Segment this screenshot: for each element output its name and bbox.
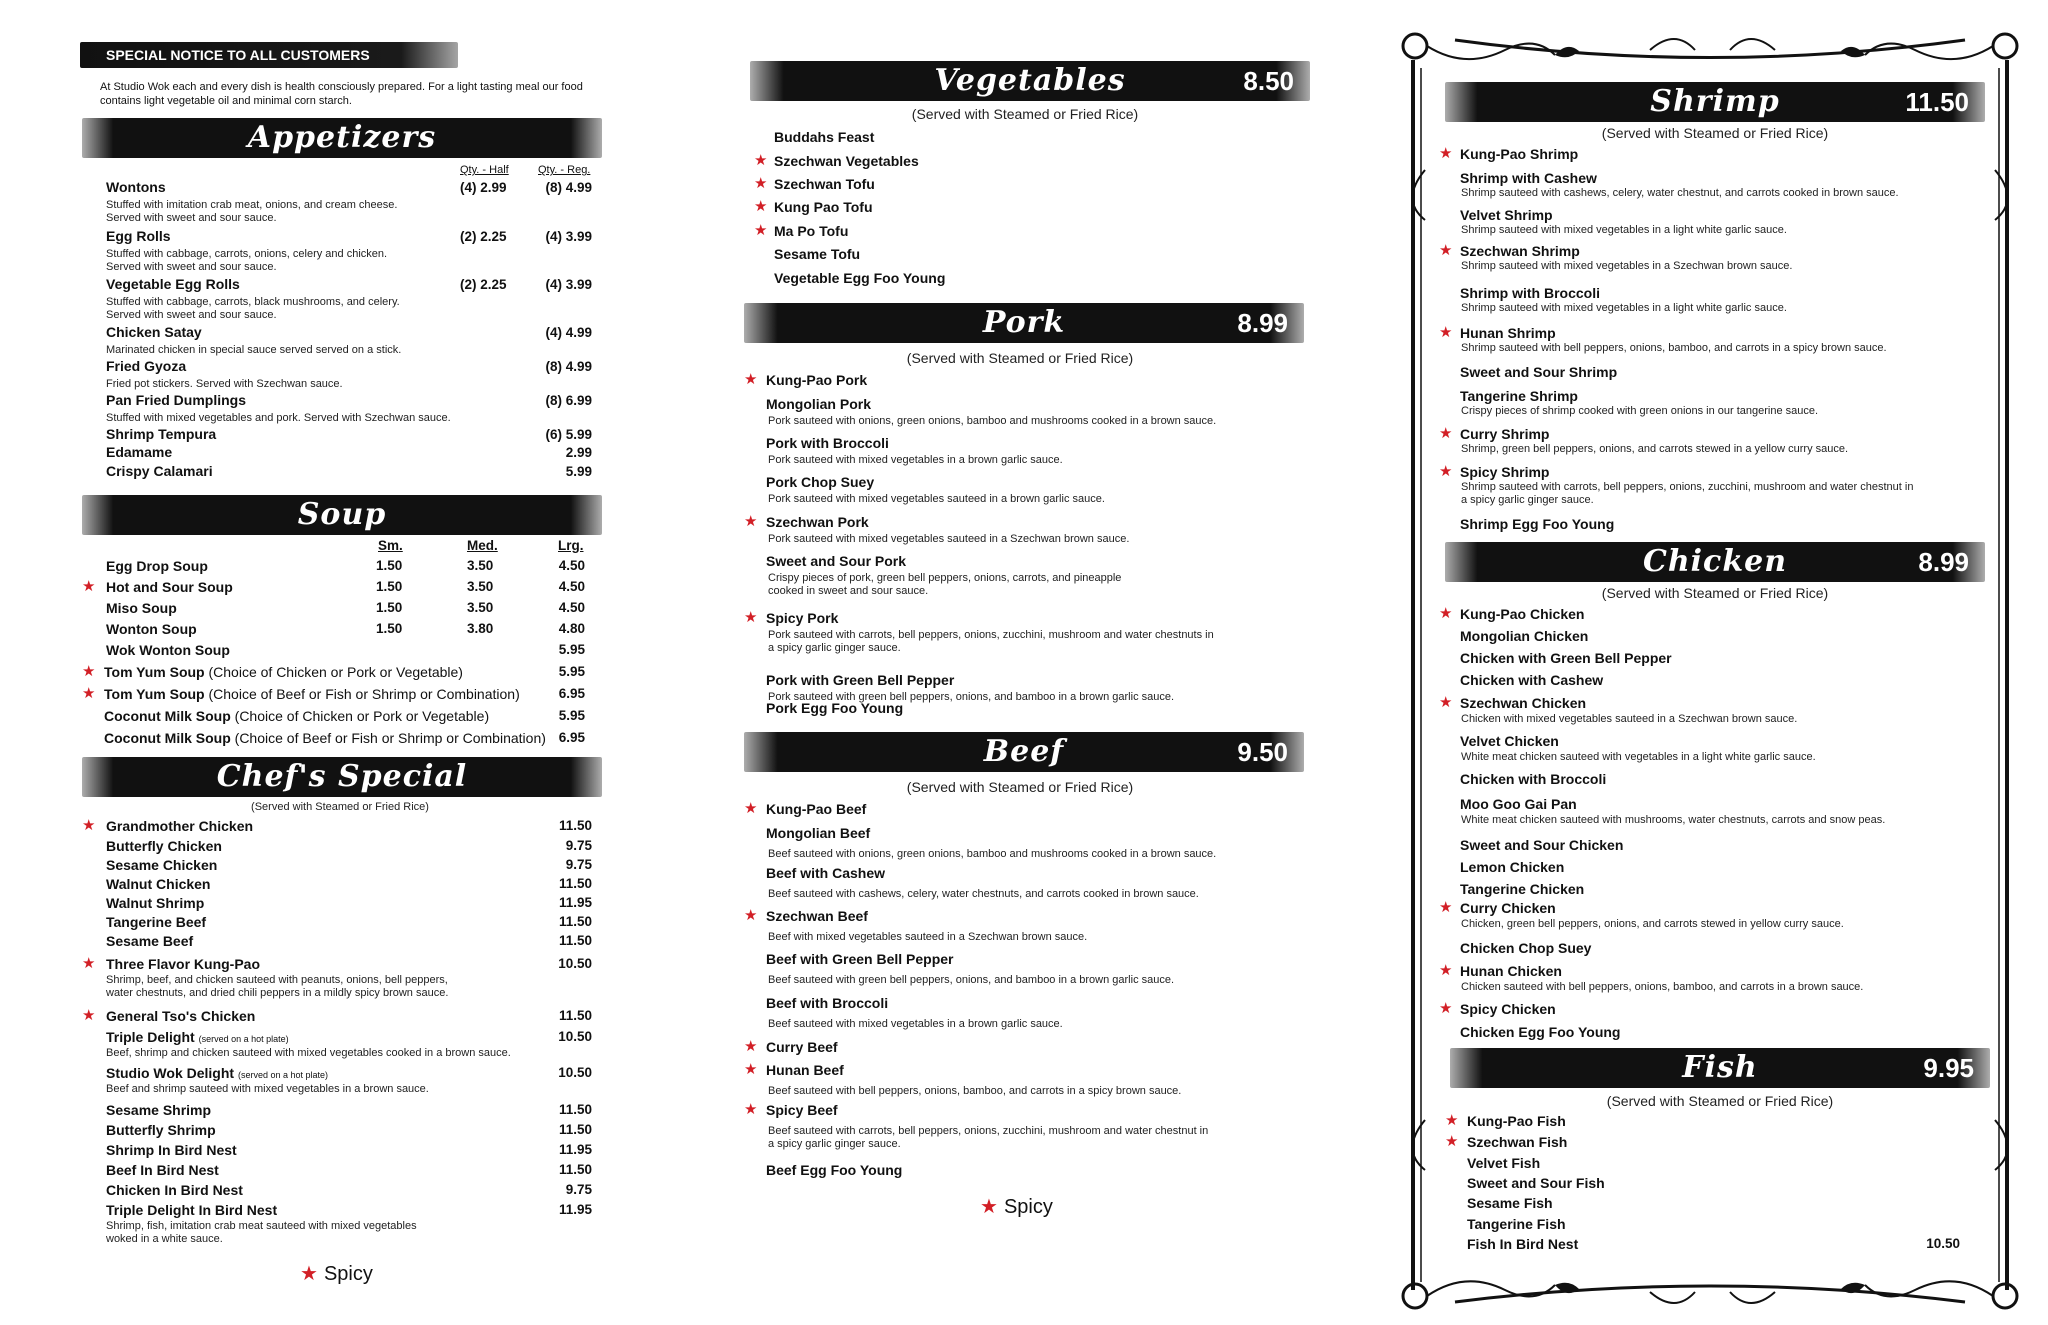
- star-icon: ★: [1439, 463, 1453, 480]
- soup-lrg-price: 4.50: [558, 579, 585, 594]
- vegetables-subtitle: (Served with Steamed or Fried Rice): [911, 106, 1139, 122]
- chicken-item-name: Curry Chicken: [1460, 900, 1556, 916]
- vegetable-name: Kung Pao Tofu: [774, 199, 873, 215]
- beef-item-name: Mongolian Beef: [766, 825, 871, 841]
- chefs-special-price: 10.50: [558, 1029, 592, 1044]
- beef-header: [744, 732, 1304, 772]
- chefs-special-price: 11.95: [558, 895, 592, 910]
- beef-item-desc: Beef sauteed with carrots, bell peppers, onions, zucchini, mushroom and water chestnut in a spicy garlic ginger sauce.: [768, 1125, 1209, 1150]
- chefs-special-title: Chef's Special: [216, 759, 468, 794]
- soup-option-choice: (Choice of Chicken or Pork or Vegetable): [234, 708, 490, 724]
- star-icon: ★: [82, 685, 96, 702]
- appetizer-desc: Stuffed with imitation crab meat, onions, and cream cheese. Served with sweet and sour sauce.: [106, 199, 398, 224]
- pork-item-desc: Crispy pieces of pork, green bell peppers, onions, carrots, and pineapple cooked in sweet and sour sauce.: [768, 572, 1122, 597]
- appetizer-name: Shrimp Tempura: [106, 426, 217, 442]
- special-notice-title: SPECIAL NOTICE TO ALL CUSTOMERS: [80, 42, 458, 68]
- shrimp-item-name: Velvet Shrimp: [1460, 207, 1553, 223]
- soup-option-name: Tom Yum Soup: [104, 686, 205, 702]
- chefs-special-label: Sesame Beef: [106, 933, 194, 949]
- beef-item-desc: Beef with mixed vegetables sauteed in a Szechwan brown sauce.: [768, 931, 1088, 943]
- appetizers-title: Appetizers: [247, 120, 437, 155]
- star-icon: ★: [754, 175, 768, 192]
- chicken-item-name: Chicken with Cashew: [1460, 672, 1604, 688]
- soup-sm-price: 1.50: [376, 600, 403, 615]
- chefs-special-label: Triple Delight In Bird Nest: [106, 1202, 278, 1218]
- star-icon: ★: [1439, 962, 1453, 979]
- appetizer-desc: Marinated chicken in special sauce served served on a stick.: [106, 344, 402, 356]
- shrimp-item-desc: Shrimp sauteed with mixed vegetables in a light white garlic sauce.: [1461, 302, 1787, 314]
- appetizer-reg-price: (8) 6.99: [545, 393, 592, 408]
- chefs-special-label: Sesame Shrimp: [106, 1102, 212, 1118]
- chefs-special-price: 11.95: [558, 1142, 592, 1157]
- shrimp-item-desc: Shrimp sauteed with bell peppers, onions, bamboo, and carrots in a spicy brown sauce.: [1461, 342, 1887, 354]
- soup-med-price: 3.80: [467, 621, 494, 636]
- beef-item-desc: Beef sauteed with mixed vegetables in a brown garlic sauce.: [768, 1018, 1063, 1030]
- star-icon: ★: [1439, 1000, 1453, 1017]
- soup-option-price: 6.95: [558, 686, 585, 701]
- beef-item-name: Hunan Beef: [766, 1062, 844, 1078]
- spicy-legend-middle: [980, 1194, 1053, 1219]
- appetizer-name: Edamame: [106, 444, 173, 460]
- shrimp-item-name: Kung-Pao Shrimp: [1460, 146, 1579, 162]
- vegetable-name: Sesame Tofu: [774, 246, 861, 262]
- chefs-special-price: 11.50: [558, 1122, 592, 1137]
- chefs-special-label: Tangerine Beef: [106, 914, 207, 930]
- chicken-item-name: Spicy Chicken: [1460, 1001, 1556, 1017]
- soup-name: Hot and Sour Soup: [106, 579, 233, 595]
- beef-item-name: Curry Beef: [766, 1039, 838, 1055]
- chicken-item-desc: White meat chicken sauteed with vegetables in a light white garlic sauce.: [1461, 751, 1816, 763]
- chefs-special-header: [82, 757, 602, 797]
- appetizers-col-reg: Qty. - Reg.: [538, 164, 591, 176]
- star-icon: ★: [1439, 694, 1453, 711]
- chicken-item-desc: Chicken with mixed vegetables sauteed in a Szechwan brown sauce.: [1461, 713, 1798, 725]
- star-icon: ★: [1445, 1112, 1459, 1129]
- beef-title: Beef: [983, 734, 1065, 769]
- fish-item-name: Velvet Fish: [1467, 1155, 1541, 1171]
- chefs-special-label: Beef In Bird Nest: [106, 1162, 219, 1178]
- beef-item-desc: Beef sauteed with green bell peppers, onions, and bamboo in a brown garlic sauce.: [768, 974, 1175, 986]
- pork-item-name: Pork with Broccoli: [766, 435, 889, 451]
- pork-item-name: Sweet and Sour Pork: [766, 553, 907, 569]
- pork-item-desc: Pork sauteed with onions, green onions, bamboo and mushrooms cooked in a brown sauce.: [768, 415, 1217, 427]
- shrimp-item-desc: Shrimp, green bell peppers, onions, and carrots stewed in a yellow curry sauce.: [1461, 443, 1849, 455]
- chicken-item-name: Chicken with Green Bell Pepper: [1460, 650, 1672, 666]
- shrimp-item-name: Hunan Shrimp: [1460, 325, 1556, 341]
- fish-header: [1450, 1048, 1990, 1088]
- appetizer-name: Vegetable Egg Rolls: [106, 276, 240, 292]
- pork-item-desc: Pork sauteed with carrots, bell peppers, onions, zucchini, mushroom and water chestnuts in a spicy garlic ginger sauce.: [768, 629, 1214, 654]
- star-icon: ★: [744, 800, 758, 817]
- soup-name: Egg Drop Soup: [106, 558, 208, 574]
- chicken-item-desc: Chicken, green bell peppers, onions, and carrots stewed in yellow curry sauce.: [1461, 918, 1844, 930]
- star-icon: ★: [744, 1038, 758, 1055]
- star-icon: ★: [82, 817, 96, 834]
- pork-subtitle: (Served with Steamed or Fried Rice): [906, 350, 1134, 366]
- shrimp-item-desc: Shrimp sauteed with mixed vegetables in a light white garlic sauce.: [1461, 224, 1787, 236]
- chicken-item-name: Hunan Chicken: [1460, 963, 1562, 979]
- soup-sm-price: 1.50: [376, 579, 403, 594]
- chefs-special-price: 10.50: [558, 956, 592, 971]
- chefs-special-note: (served on a hot plate): [237, 1070, 329, 1080]
- star-icon: ★: [744, 609, 758, 626]
- soup-sm-price: 1.50: [376, 558, 403, 573]
- shrimp-item-name: Curry Shrimp: [1460, 426, 1550, 442]
- beef-item-name: Beef Egg Foo Young: [766, 1162, 903, 1178]
- soup-name: Wonton Soup: [106, 621, 197, 637]
- chefs-special-price: 9.75: [565, 838, 592, 853]
- pork-item-name: Mongolian Pork: [766, 396, 871, 412]
- soup-med-price: 3.50: [467, 558, 494, 573]
- fish-item-name: Tangerine Fish: [1467, 1216, 1566, 1232]
- soup-col-lrg: Lrg.: [558, 538, 584, 553]
- appetizers-col-half: Qty. - Half: [460, 164, 509, 176]
- soup-col-med: Med.: [467, 538, 498, 553]
- soup-option-price: 6.95: [558, 730, 585, 745]
- chicken-item-name: Lemon Chicken: [1460, 859, 1565, 875]
- star-icon: ★: [1439, 605, 1453, 622]
- beef-item-name: Beef with Broccoli: [766, 995, 889, 1011]
- appetizer-name: Crispy Calamari: [106, 463, 213, 479]
- shrimp-item-name: Shrimp with Broccoli: [1460, 285, 1601, 301]
- beef-price: 9.50: [1237, 737, 1288, 767]
- chefs-special-label: Walnut Shrimp: [106, 895, 205, 911]
- soup-option-choice: (Choice of Chicken or Pork or Vegetable): [208, 664, 463, 680]
- shrimp-item-desc: Shrimp sauteed with cashews, celery, water chestnut, and carrots cooked in brown sauce.: [1461, 187, 1899, 199]
- appetizer-reg-price: (6) 5.99: [545, 427, 592, 442]
- star-icon: ★: [744, 1101, 758, 1118]
- fish-item-name: Fish In Bird Nest: [1467, 1236, 1579, 1252]
- chefs-special-price: 11.50: [558, 876, 592, 891]
- star-icon: ★: [980, 1196, 998, 1218]
- chefs-special-price: 10.50: [558, 1065, 592, 1080]
- shrimp-item-name: Sweet and Sour Shrimp: [1460, 364, 1618, 380]
- soup-col-sm: Sm.: [378, 538, 403, 553]
- soup-header: [82, 495, 602, 535]
- soup-lrg-price: 4.50: [558, 600, 585, 615]
- shrimp-item-name: Spicy Shrimp: [1460, 464, 1550, 480]
- chefs-special-price: 11.50: [558, 1102, 592, 1117]
- vegetables-header: [750, 61, 1310, 101]
- fish-item-name: Szechwan Fish: [1467, 1134, 1568, 1150]
- star-icon: ★: [82, 955, 96, 972]
- soup-option-name: Coconut Milk Soup: [104, 708, 231, 724]
- beef-item-name: Kung-Pao Beef: [766, 801, 867, 817]
- appetizers-header: [82, 118, 602, 158]
- star-icon: ★: [1439, 324, 1453, 341]
- appetizer-reg-price: (4) 3.99: [545, 277, 592, 292]
- vegetable-name: Ma Po Tofu: [774, 223, 849, 239]
- pork-item-desc: Pork sauteed with mixed vegetables sauteed in a Szechwan brown sauce.: [768, 533, 1130, 545]
- star-icon: ★: [754, 198, 768, 215]
- star-icon: ★: [754, 222, 768, 239]
- chefs-special-label: Studio Wok Delight: [106, 1065, 235, 1081]
- chefs-special-label: Chicken In Bird Nest: [106, 1182, 243, 1198]
- shrimp-subtitle: (Served with Steamed or Fried Rice): [1601, 125, 1829, 141]
- chefs-special-label: Butterfly Chicken: [106, 838, 222, 854]
- chefs-special-desc: Beef, shrimp and chicken sauteed with mixed vegetables cooked in a brown sauce.: [106, 1047, 511, 1059]
- chicken-item-name: Chicken Chop Suey: [1460, 940, 1592, 956]
- chicken-item-name: Mongolian Chicken: [1460, 628, 1589, 644]
- chefs-special-price: 11.95: [558, 1202, 592, 1217]
- shrimp-header: [1445, 82, 1985, 122]
- pork-item-name: Pork Egg Foo Young: [766, 700, 904, 716]
- vegetables-title: Vegetables: [934, 63, 1126, 98]
- appetizer-name: Chicken Satay: [106, 324, 202, 340]
- appetizer-name: Pan Fried Dumplings: [106, 392, 247, 408]
- chicken-item-name: Chicken with Broccoli: [1460, 771, 1607, 787]
- star-icon: ★: [1439, 425, 1453, 442]
- chefs-special-label: Grandmother Chicken: [106, 818, 254, 834]
- spicy-legend-label: Spicy: [323, 1263, 373, 1285]
- chicken-item-desc: White meat chicken sauteed with mushrooms, water chestnuts, carrots and snow peas.: [1461, 814, 1886, 826]
- shrimp-item-desc: Shrimp sauteed with carrots, bell peppers, onions, zucchini, mushroom and water chestnut in a spicy garlic ginger sauce.: [1461, 481, 1914, 506]
- chefs-special-label: Butterfly Shrimp: [106, 1122, 216, 1138]
- pork-item-desc: Pork sauteed with green bell peppers, onions, and bamboo in a brown garlic sauce.: [768, 691, 1175, 703]
- chefs-special-label: Shrimp In Bird Nest: [106, 1142, 237, 1158]
- star-icon: ★: [1445, 1133, 1459, 1150]
- soup-med-price: 3.50: [467, 579, 494, 594]
- shrimp-item-name: Tangerine Shrimp: [1460, 388, 1578, 404]
- star-icon: ★: [82, 1007, 96, 1024]
- soup-med-price: 3.50: [467, 600, 494, 615]
- soup-option-price: 5.95: [558, 708, 585, 723]
- chicken-item-name: Moo Goo Gai Pan: [1460, 796, 1577, 812]
- beef-item-desc: Beef sauteed with onions, green onions, bamboo and mushrooms cooked in a brown sauce.: [768, 848, 1217, 860]
- beef-item-desc: Beef sauteed with bell peppers, onions, bamboo, and carrots in a spicy brown sauce.: [768, 1085, 1182, 1097]
- star-icon: ★: [1439, 145, 1453, 162]
- appetizer-reg-price: (8) 4.99: [545, 359, 592, 374]
- vegetables-price: 8.50: [1243, 66, 1294, 96]
- beef-item-name: Beef with Green Bell Pepper: [766, 951, 954, 967]
- fish-title: Fish: [1682, 1050, 1758, 1085]
- appetizer-reg-price: (4) 4.99: [545, 325, 592, 340]
- pork-item-name: Szechwan Pork: [766, 514, 869, 530]
- chefs-special-label: General Tso's Chicken: [106, 1008, 256, 1024]
- chicken-item-name: Velvet Chicken: [1460, 733, 1559, 749]
- fish-subtitle: (Served with Steamed or Fried Rice): [1606, 1093, 1834, 1109]
- chicken-item-desc: Chicken sauteed with bell peppers, onions, bamboo, and carrots in a brown sauce.: [1461, 981, 1864, 993]
- fish-item-name: Sesame Fish: [1467, 1195, 1553, 1211]
- chefs-special-price: 11.50: [558, 1162, 592, 1177]
- soup-name: Miso Soup: [106, 600, 177, 616]
- chefs-special-price: 11.50: [558, 818, 592, 833]
- pork-item-desc: Pork sauteed with mixed vegetables sauteed in a brown garlic sauce.: [768, 493, 1105, 505]
- chefs-special-subtitle: (Served with Steamed or Fried Rice): [251, 801, 429, 813]
- appetizer-desc: Stuffed with cabbage, carrots, onions, celery and chicken. Served with sweet and sour sauce.: [106, 248, 388, 273]
- beef-item-name: Spicy Beef: [766, 1102, 838, 1118]
- chicken-item-name: Kung-Pao Chicken: [1460, 606, 1585, 622]
- shrimp-item-desc: Shrimp sauteed with mixed vegetables in a Szechwan brown sauce.: [1461, 260, 1793, 272]
- appetizer-name: Wontons: [106, 179, 166, 195]
- soup-option-name: Coconut Milk Soup: [104, 730, 231, 746]
- vegetable-name: Vegetable Egg Foo Young: [774, 270, 946, 286]
- star-icon: ★: [744, 907, 758, 924]
- soup-lrg-price: 4.50: [558, 558, 585, 573]
- beef-item-name: Szechwan Beef: [766, 908, 868, 924]
- shrimp-title: Shrimp: [1650, 84, 1780, 119]
- star-icon: ★: [82, 663, 96, 680]
- soup-lrg-price: 5.95: [558, 642, 585, 657]
- pork-item-name: Kung-Pao Pork: [766, 372, 868, 388]
- vegetable-name: Szechwan Vegetables: [774, 153, 919, 169]
- soup-option-price: 5.95: [558, 664, 585, 679]
- fish-item-name: Sweet and Sour Fish: [1467, 1175, 1605, 1191]
- chicken-item-name: Chicken Egg Foo Young: [1460, 1024, 1621, 1040]
- shrimp-item-name: Shrimp Egg Foo Young: [1460, 516, 1615, 532]
- chicken-item-name: Sweet and Sour Chicken: [1460, 837, 1624, 853]
- fish-item-price: 10.50: [1926, 1236, 1960, 1251]
- chefs-special-note: (served on a hot plate): [198, 1034, 289, 1044]
- star-icon: ★: [300, 1263, 318, 1285]
- chefs-special-price: 11.50: [558, 1008, 592, 1023]
- pork-item-desc: Pork sauteed with mixed vegetables in a brown garlic sauce.: [768, 454, 1063, 466]
- appetizer-reg-price: 2.99: [565, 445, 592, 460]
- shrimp-price: 11.50: [1905, 87, 1969, 117]
- chicken-header: [1445, 542, 1985, 582]
- chicken-subtitle: (Served with Steamed or Fried Rice): [1601, 585, 1829, 601]
- chefs-special-price: 9.75: [565, 857, 592, 872]
- chefs-special-desc: Shrimp, fish, imitation crab meat sauteed with mixed vegetables woked in a white sauce.: [106, 1220, 417, 1245]
- spicy-legend-label: Spicy: [1003, 1196, 1053, 1218]
- soup-name: Wok Wonton Soup: [106, 642, 230, 658]
- soup-option-name: Tom Yum Soup: [104, 664, 205, 680]
- chefs-special-label: Three Flavor Kung-Pao: [106, 956, 261, 972]
- chicken-item-name: Tangerine Chicken: [1460, 881, 1585, 897]
- appetizer-half-price: (2) 2.25: [460, 277, 507, 292]
- appetizer-name: Egg Rolls: [106, 228, 171, 244]
- appetizer-half-price: (4) 2.99: [460, 180, 507, 195]
- pork-item-name: Pork Chop Suey: [766, 474, 875, 490]
- appetizer-half-price: (2) 2.25: [460, 229, 507, 244]
- spicy-legend-left: [300, 1261, 373, 1286]
- chicken-item-name: Szechwan Chicken: [1460, 695, 1587, 711]
- chefs-special-label: Triple Delight: [106, 1029, 195, 1045]
- beef-item-desc: Beef sauteed with cashews, celery, water chestnuts, and carrots cooked in brown sauce.: [768, 888, 1199, 900]
- chefs-special-label: Walnut Chicken: [106, 876, 211, 892]
- pork-item-name: Spicy Pork: [766, 610, 839, 626]
- special-notice-text: At Studio Wok each and every dish is health consciously prepared. For a light tasting meal our food contains light vegetable oil and minimal corn starch.: [100, 81, 583, 107]
- soup-option-choice: (Choice of Beef or Fish or Shrimp or Combination): [234, 730, 546, 746]
- appetizer-desc: Stuffed with cabbage, carrots, black mushrooms, and celery. Served with sweet and sour sauce.: [106, 296, 400, 321]
- appetizer-desc: Stuffed with mixed vegetables and pork. Served with Szechwan sauce.: [106, 412, 451, 424]
- chefs-special-label: Sesame Chicken: [106, 857, 218, 873]
- chicken-title: Chicken: [1642, 544, 1788, 579]
- soup-lrg-price: 4.80: [558, 621, 585, 636]
- pork-item-name: Pork with Green Bell Pepper: [766, 672, 955, 688]
- star-icon: ★: [754, 152, 768, 169]
- shrimp-item-name: Shrimp with Cashew: [1460, 170, 1597, 186]
- star-icon: ★: [1439, 899, 1453, 916]
- vegetable-name: Buddahs Feast: [774, 129, 875, 145]
- chefs-special-price: 11.50: [558, 914, 592, 929]
- vegetable-name: Szechwan Tofu: [774, 176, 875, 192]
- fish-price: 9.95: [1923, 1053, 1974, 1083]
- chefs-special-price: 11.50: [558, 933, 592, 948]
- soup-option-choice: (Choice of Beef or Fish or Shrimp or Combination): [208, 686, 520, 702]
- star-icon: ★: [1439, 242, 1453, 259]
- pork-title: Pork: [982, 305, 1066, 340]
- star-icon: ★: [82, 578, 96, 595]
- star-icon: ★: [744, 371, 758, 388]
- chefs-special-price: 9.75: [565, 1182, 592, 1197]
- beef-subtitle: (Served with Steamed or Fried Rice): [906, 779, 1134, 795]
- right-column: [1395, 0, 2005, 1325]
- appetizer-reg-price: 5.99: [565, 464, 592, 479]
- soup-sm-price: 1.50: [376, 621, 403, 636]
- chefs-special-desc: Beef and shrimp sauteed with mixed vegetables in a brown sauce.: [106, 1083, 429, 1095]
- shrimp-item-name: Szechwan Shrimp: [1460, 243, 1580, 259]
- appetizer-reg-price: (8) 4.99: [545, 180, 592, 195]
- shrimp-item-desc: Crispy pieces of shrimp cooked with green onions in our tangerine sauce.: [1461, 405, 1819, 417]
- beef-item-name: Beef with Cashew: [766, 865, 886, 881]
- chefs-special-desc: Shrimp, beef, and chicken sauteed with peanuts, onions, bell peppers, water chestnuts, and dried chili peppers in a mildly spicy brown sauce.: [106, 974, 449, 999]
- appetizer-desc: Fried pot stickers. Served with Szechwan sauce.: [106, 378, 343, 390]
- fish-item-name: Kung-Pao Fish: [1467, 1113, 1566, 1129]
- star-icon: ★: [744, 1061, 758, 1078]
- pork-header: [744, 303, 1304, 343]
- appetizer-name: Fried Gyoza: [106, 358, 187, 374]
- soup-title: Soup: [297, 497, 387, 532]
- appetizer-reg-price: (4) 3.99: [545, 229, 592, 244]
- pork-price: 8.99: [1237, 308, 1288, 338]
- chicken-price: 8.99: [1918, 547, 1969, 577]
- star-icon: ★: [744, 513, 758, 530]
